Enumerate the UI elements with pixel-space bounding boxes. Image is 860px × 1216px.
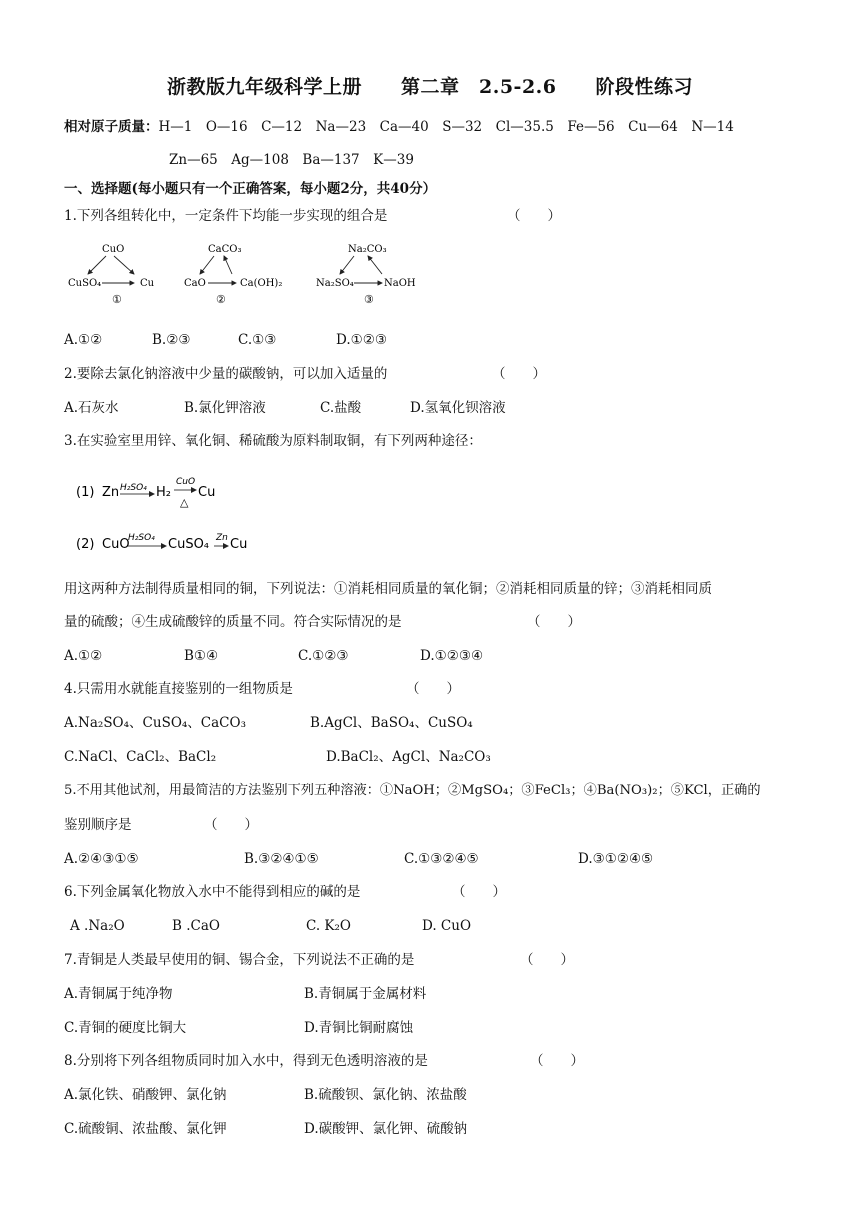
q6-option-a: A .Na₂O <box>70 918 125 934</box>
q2-answer-bracket: （ ） <box>492 366 546 382</box>
diagram-1-top: CuO <box>102 244 125 255</box>
diagram-1-number: ① <box>112 293 122 306</box>
diagram-3-number: ③ <box>364 293 374 306</box>
q4-option-d: D.BaCl₂、AgCl、Na₂CO₃ <box>326 749 491 765</box>
q6-stem: 6.下列金属氧化物放入水中不能得到相应的碱的是 <box>64 884 361 900</box>
q3-route-1 <box>70 472 270 512</box>
q8-stem: 8.分别将下列各组物质同时加入水中，得到无色透明溶液的是 <box>64 1053 428 1069</box>
q8-answer-bracket: （ ） <box>530 1053 584 1069</box>
q5-text-2: 鉴别顺序是 <box>64 817 132 833</box>
q5-option-d: D.③①②④⑤ <box>578 851 654 867</box>
q5-option-b: B.③②④①⑤ <box>244 851 319 867</box>
route-2-cuso4: CuSO₄ <box>168 537 210 552</box>
route-2-cuo: CuO <box>102 537 130 552</box>
q5-text-1: 5.不用其他试剂，用最简洁的方法鉴别下列五种溶液：①NaOH；②MgSO₄；③FeCl₃；④Ba(NO₃)₂；⑤KCl，正确的 <box>64 783 761 798</box>
section-heading: 一、选择题(每小题只有一个正确答案，每小题2分，共40分） <box>64 181 437 197</box>
diagram-1-right: Cu <box>140 278 155 289</box>
q8-option-d: D.碳酸钾、氯化钾、硫酸钠 <box>304 1121 468 1137</box>
q2-option-d: D.氢氧化钡溶液 <box>410 400 506 416</box>
q5-option-c: C.①③②④⑤ <box>404 851 479 867</box>
q1-option-b: B.②③ <box>152 332 191 348</box>
q1-stem: 1.下列各组转化中，一定条件下均能一步实现的组合是 <box>64 208 388 224</box>
q7-answer-bracket: （ ） <box>520 952 574 968</box>
route-2-reagent-1: H₂SO₄ <box>128 533 155 543</box>
q4-answer-bracket: （ ） <box>406 681 460 697</box>
atomic-mass-values-1: H—1 O—16 C—12 Na—23 Ca—40 S—32 Cl—35.5 Fe—56 Cu—64 N—14 <box>158 119 734 135</box>
diagram-3 <box>316 244 416 306</box>
q7-option-d: D.青铜比铜耐腐蚀 <box>304 1020 414 1036</box>
q2-option-b: B.氯化钾溶液 <box>184 400 266 416</box>
q4-option-c: C.NaCl、CaCl₂、BaCl₂ <box>64 749 217 765</box>
diagram-2-top: CaCO₃ <box>208 244 242 255</box>
q3-answer-bracket: （ ） <box>527 614 581 630</box>
atomic-mass-values-2: Zn—65 Ag—108 Ba—137 K—39 <box>169 152 414 168</box>
q7-option-a: A.青铜属于纯净物 <box>64 986 173 1002</box>
q6-option-b: B .CaO <box>172 918 220 934</box>
q6-answer-bracket: （ ） <box>452 884 506 900</box>
route-2-cu: Cu <box>230 537 248 552</box>
route-1-zn: Zn <box>102 485 120 500</box>
q5-option-a: A.②④③①⑤ <box>64 851 139 867</box>
diagram-2-left: CaO <box>184 278 206 289</box>
q1-option-c: C.①③ <box>238 332 277 348</box>
q4-stem: 4.只需用水就能直接鉴别的一组物质是 <box>64 681 293 697</box>
diagram-3-top: Na₂CO₃ <box>348 244 387 255</box>
diagram-2-right: Ca(OH)₂ <box>240 278 283 289</box>
q3-option-b: B①④ <box>184 648 219 664</box>
q7-stem: 7.青铜是人类最早使用的铜、锡合金，下列说法不正确的是 <box>64 952 415 968</box>
q3-option-c: C.①②③ <box>298 648 349 664</box>
q2-option-a: A.石灰水 <box>64 400 119 416</box>
q3-route-2 <box>70 526 270 566</box>
page-title: 浙教版九年级科学上册 第二章 2.5-2.6 阶段性练习 <box>167 76 693 98</box>
route-2-number: (2) <box>76 537 95 552</box>
diagram-3-left: Na₂SO₄ <box>316 278 354 289</box>
q4-option-b: B.AgCl、BaSO₄、CuSO₄ <box>310 715 473 731</box>
route-1-heat: △ <box>180 496 189 509</box>
diagram-2 <box>184 244 282 306</box>
q7-option-b: B.青铜属于金属材料 <box>304 986 427 1002</box>
route-1-cu: Cu <box>198 485 216 500</box>
q7-option-c: C.青铜的硬度比铜大 <box>64 1020 187 1036</box>
q3-text-2: 量的硫酸；④生成硫酸锌的质量不同。符合实际情况的是 <box>64 614 402 630</box>
q6-option-c: C. K₂O <box>306 918 351 934</box>
diagram-3-right: NaOH <box>384 278 416 289</box>
route-1-reagent-2: CuO <box>176 477 196 487</box>
q1-conversion-diagrams <box>64 236 424 306</box>
q1-option-d: D.①②③ <box>336 332 387 348</box>
q3-text-1: 用这两种方法制得质量相同的铜，下列说法：①消耗相同质量的氧化铜；②消耗相同质量的锌；③消耗相同质 <box>64 581 712 597</box>
q2-option-c: C.盐酸 <box>320 400 362 416</box>
q3-option-a: A.①② <box>64 648 103 664</box>
route-2-reagent-2: Zn <box>216 533 228 543</box>
q5-answer-bracket: （ ） <box>204 817 258 833</box>
diagram-2-number: ② <box>216 293 226 306</box>
q8-option-b: B.硫酸钡、氯化钠、浓盐酸 <box>304 1087 467 1103</box>
q3-option-d: D.①②③④ <box>420 648 484 664</box>
q1-option-a: A.①② <box>64 332 103 348</box>
diagram-1 <box>68 244 155 306</box>
atomic-mass-line-1 <box>64 118 734 136</box>
route-1-number: (1) <box>76 485 95 500</box>
q8-option-c: C.硫酸铜、浓盐酸、氯化钾 <box>64 1121 227 1137</box>
q4-option-a: A.Na₂SO₄、CuSO₄、CaCO₃ <box>64 715 246 731</box>
route-1-reagent-1: H₂SO₄ <box>120 483 147 493</box>
q1-answer-bracket: （ ） <box>507 208 561 224</box>
diagram-1-left: CuSO₄ <box>68 278 102 289</box>
q8-option-a: A.氯化铁、硝酸钾、氯化钠 <box>64 1087 227 1103</box>
q6-option-d: D. CuO <box>422 918 472 934</box>
q2-stem: 2.要除去氯化钠溶液中少量的碳酸钠，可以加入适量的 <box>64 366 388 382</box>
route-1-h2: H₂ <box>156 485 171 500</box>
atomic-mass-label: 相对原子质量： <box>64 119 159 135</box>
q3-stem: 3.在实验室里用锌、氧化铜、稀硫酸为原料制取铜，有下列两种途径： <box>64 433 482 449</box>
